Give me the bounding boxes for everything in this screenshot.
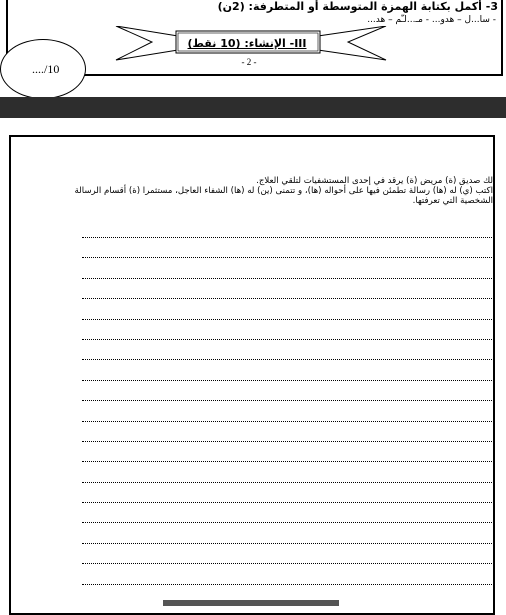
writing-line bbox=[82, 318, 492, 320]
writing-line bbox=[82, 379, 492, 381]
writing-line bbox=[82, 399, 492, 401]
writing-line bbox=[82, 236, 492, 238]
question-3-instruction: 3- أكمل بكتابة الهمزة المتوسطة أو المتطرفة: (2ن) bbox=[217, 0, 498, 13]
writing-line bbox=[82, 338, 492, 340]
writing-line bbox=[82, 256, 492, 258]
prompt-line: لك صديق (ة) مريض (ة) يرقد في إحدى المستشفيات لتلقي العلاج. bbox=[256, 176, 493, 186]
section-title: III- الإنشاء: (10 نقط) bbox=[187, 37, 307, 50]
page-number: - 2 - bbox=[241, 57, 257, 67]
writing-line bbox=[82, 481, 492, 483]
question-3-words: - سا...ل – هدو... - مـ...لـّم – هد... bbox=[367, 15, 496, 25]
writing-line bbox=[82, 562, 492, 564]
previous-page-fragment bbox=[0, 0, 506, 96]
writing-line bbox=[82, 420, 492, 422]
writing-line bbox=[82, 460, 492, 462]
writing-line bbox=[82, 542, 492, 544]
writing-line bbox=[82, 521, 492, 523]
score-text: ..../10 bbox=[32, 62, 60, 76]
writing-line bbox=[82, 297, 492, 299]
bottom-scroll-bar bbox=[163, 600, 339, 606]
writing-line bbox=[82, 358, 492, 360]
writing-line bbox=[82, 277, 492, 279]
page-separator bbox=[0, 97, 506, 118]
writing-line bbox=[82, 440, 492, 442]
composition-prompt bbox=[12, 176, 493, 206]
prompt-line: الشخصية التي تعرفتها. bbox=[412, 196, 493, 206]
prompt-line: اكتب (ي) له (ها) رسالة تطمئن فيها على أحواله (ها)، و تتمنى (ين) له (ها) الشفاء العاجل، مستثمرا (ة) أقسام الرسالة bbox=[74, 186, 493, 196]
writing-line bbox=[82, 583, 492, 585]
writing-line bbox=[82, 501, 492, 503]
writing-lines bbox=[82, 236, 492, 603]
